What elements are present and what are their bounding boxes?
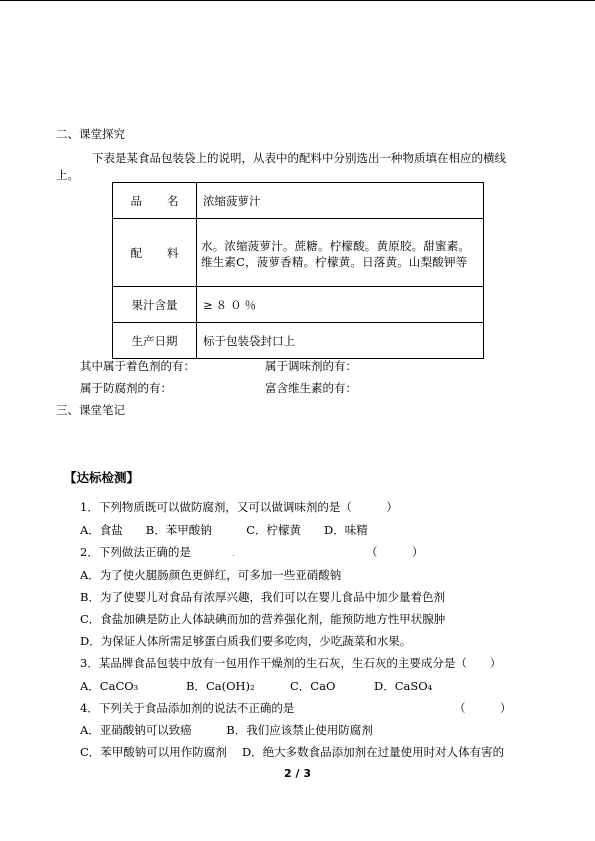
intro-line-1: 下表是某食品包装袋上的说明，从表中的配料中分别选出一种物质填在相应的横线: [92, 151, 506, 165]
question-3-option-a: A．CaCO₃: [80, 679, 139, 693]
question-3-option-b: B．Ca(OH)₂: [186, 679, 255, 693]
intro-line-2: 上。: [56, 168, 79, 182]
row-label-name: 品 名: [130, 193, 179, 208]
fill-flavoring-label: 属于调味剂的有：: [265, 359, 357, 373]
question-4: 4．下列关于食品添加剂的说法不正确的是: [80, 701, 295, 715]
question-2-option-d: D．为保证人体所需足够蛋白质我们要多吃肉，少吃蔬菜和水果。: [80, 634, 412, 648]
stray-mark: [233, 555, 234, 556]
food-label-table: [112, 182, 484, 359]
table-row-production-date: [113, 323, 484, 359]
question-4-options-ab: A．亚硝酸钠可以致癌 B．我们应该禁止使用防腐剂: [80, 723, 373, 737]
question-2-option-a: A．为了使火腿肠颜色更鲜红，可多加一些亚硝酸钠: [80, 568, 342, 582]
question-1-options: A．食盐 B．苯甲酸钠 C．柠檬黄 D．味精: [80, 523, 368, 537]
row-value-production-date: 标于包装袋封口上: [203, 333, 295, 348]
row-label-ingredients: 配 料: [130, 245, 179, 260]
section-heading-notes: 三、课堂笔记: [56, 403, 125, 417]
row-label-juice-content: 果汁含量: [131, 297, 178, 312]
row-value-ingredients: 水。浓缩菠萝汁。蔗糖。柠檬酸。黄原胶。甜蜜素。维生素C，菠萝香精。柠檬黄。日落黄。山梨酸钾等: [201, 238, 471, 269]
fill-vitamin-label: 富含维生素的有：: [265, 381, 357, 395]
question-3: 3．某品牌食品包装中放有一包用作干燥剂的生石灰，生石灰的主要成分是（ ）: [80, 656, 502, 670]
table-row-juice-content: [113, 287, 484, 323]
question-2: 2．下列做法正确的是: [80, 545, 191, 559]
question-2-option-c: C．食盐加碘是防止人体缺碘而加的营养强化剂，能预防地方性甲状腺肿: [80, 612, 446, 626]
question-4-options-cd: C．苯甲酸钠可以用作防腐剂 D．绝大多数食品添加剂在过量使用时对人体有害的: [80, 745, 505, 759]
question-1: 1．下列物质既可以做防腐剂，又可以做调味剂的是（ ）: [80, 500, 398, 514]
table-row-ingredients: [113, 219, 484, 287]
question-3-option-d: D．CaSO₄: [374, 679, 433, 693]
fill-colorant-label: 其中属于着色剂的有：: [80, 359, 195, 373]
row-label-production-date: 生产日期: [131, 333, 178, 348]
question-4-answer-paren: （ ）: [454, 701, 512, 715]
page-number: 2 / 3: [284, 767, 311, 780]
table-row-name: [113, 183, 484, 219]
test-title: 【达标检测】: [64, 470, 140, 485]
section-heading-inquiry: 二、课堂探究: [56, 127, 125, 141]
top-border-line: [0, 0, 595, 1]
question-2-option-b: B．为了使婴儿对食品有浓厚兴趣，我们可以在婴儿食品中加少量着色剂: [80, 590, 445, 604]
row-value-juice-content: ≥８０％: [203, 297, 260, 312]
question-3-option-c: C．CaO: [290, 679, 336, 693]
fill-preservative-label: 属于防腐剂的有：: [80, 381, 172, 395]
row-value-name: 浓缩菠萝汁: [203, 193, 261, 208]
question-2-answer-paren: （ ）: [366, 545, 424, 559]
